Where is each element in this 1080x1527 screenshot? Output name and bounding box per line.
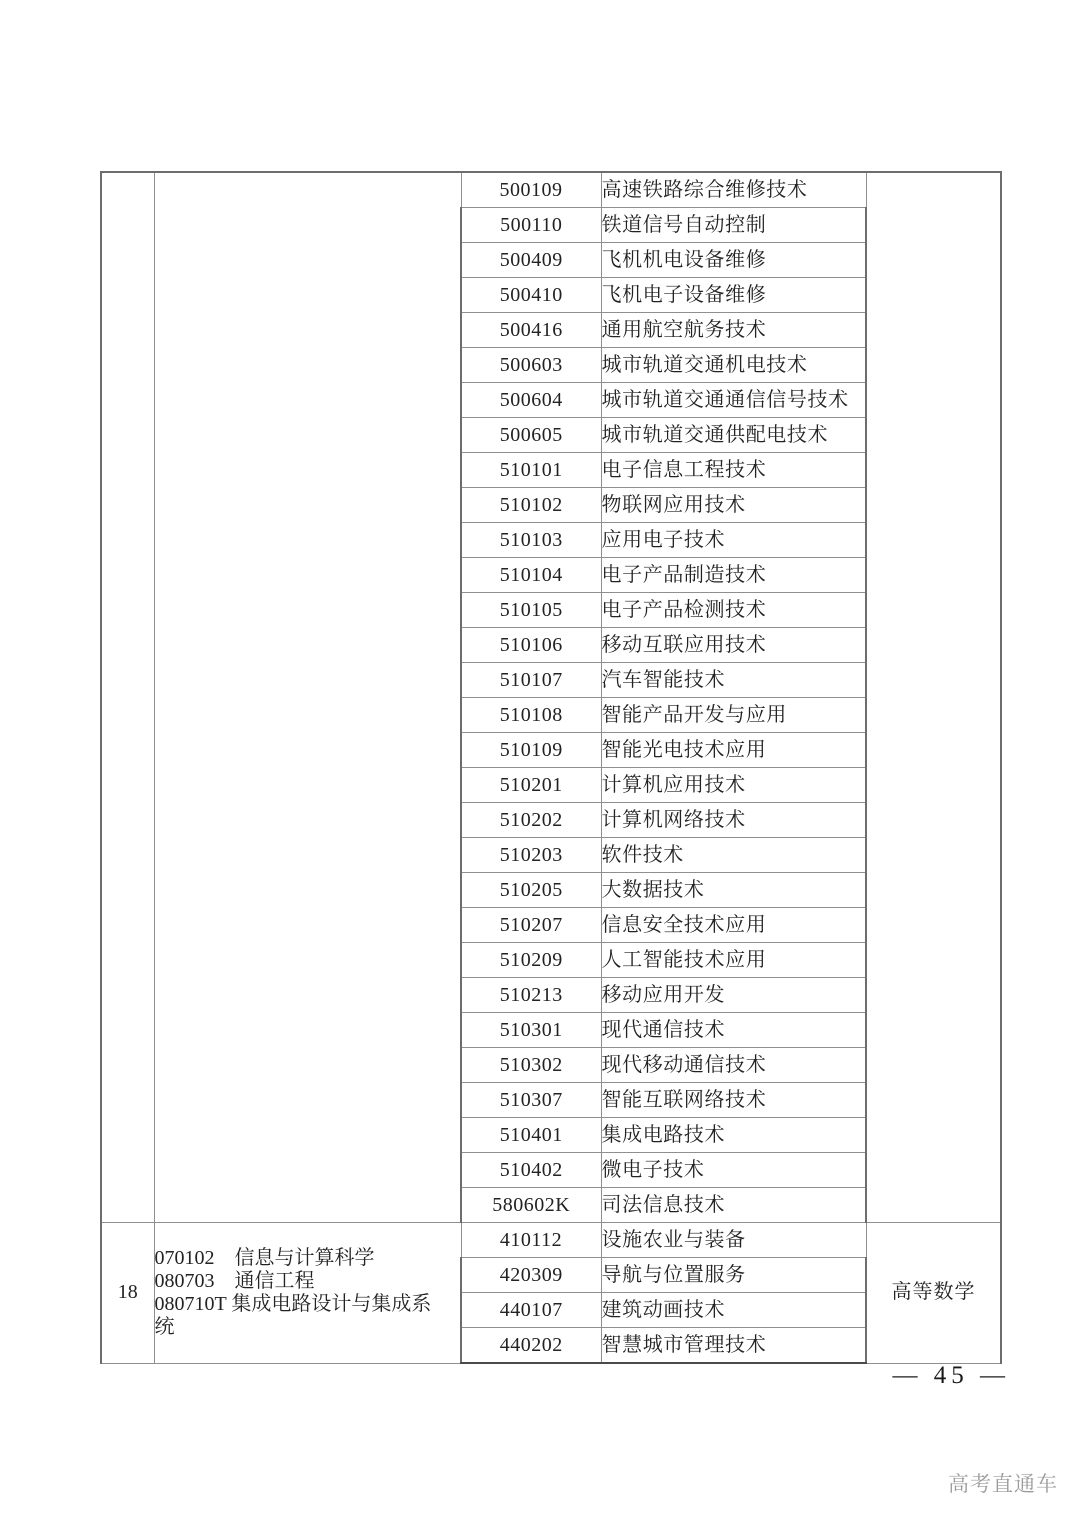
group-index-cell — [101, 172, 154, 1223]
major-name-cell: 城市轨道交通通信信号技术 — [601, 383, 866, 418]
major-code-cell: 500109 — [461, 172, 601, 208]
major-name-cell: 电子信息工程技术 — [601, 453, 866, 488]
major-name-cell: 移动应用开发 — [601, 978, 866, 1013]
major-name-cell: 现代通信技术 — [601, 1013, 866, 1048]
major-name-cell: 汽车智能技术 — [601, 663, 866, 698]
major-name-cell: 智能光电技术应用 — [601, 733, 866, 768]
major-name-cell: 铁道信号自动控制 — [601, 208, 866, 243]
major-name-cell: 现代移动通信技术 — [601, 1048, 866, 1083]
table-row — [101, 172, 1001, 208]
exam-subject-cell: 高等数学 — [866, 1223, 1001, 1364]
major-code-cell: 510102 — [461, 488, 601, 523]
major-name-cell: 计算机网络技术 — [601, 803, 866, 838]
major-code-cell: 510105 — [461, 593, 601, 628]
major-name-cell: 建筑动画技术 — [601, 1293, 866, 1328]
group-index-cell: 18 — [101, 1223, 154, 1364]
major-code-cell: 510106 — [461, 628, 601, 663]
major-name-cell: 高速铁路综合维修技术 — [601, 172, 866, 208]
major-name-cell: 通用航空航务技术 — [601, 313, 866, 348]
major-code-cell: 510205 — [461, 873, 601, 908]
major-code-cell: 510301 — [461, 1013, 601, 1048]
major-code-cell: 510203 — [461, 838, 601, 873]
major-code-cell: 510104 — [461, 558, 601, 593]
major-code-cell: 510209 — [461, 943, 601, 978]
major-name-cell: 飞机电子设备维修 — [601, 278, 866, 313]
undergraduate-majors-cell — [154, 172, 461, 1223]
major-code-cell: 580602K — [461, 1188, 601, 1223]
major-code-cell: 510302 — [461, 1048, 601, 1083]
exam-subject-cell — [866, 172, 1001, 1223]
major-name-cell: 司法信息技术 — [601, 1188, 866, 1223]
major-name-cell: 电子产品制造技术 — [601, 558, 866, 593]
major-code-cell: 500409 — [461, 243, 601, 278]
major-code-cell: 510107 — [461, 663, 601, 698]
watermark-label: 高考直通车 — [948, 1473, 1058, 1496]
major-name-cell: 软件技术 — [601, 838, 866, 873]
major-code-cell: 510101 — [461, 453, 601, 488]
major-name-cell: 导航与位置服务 — [601, 1258, 866, 1293]
major-code-cell: 500604 — [461, 383, 601, 418]
undergraduate-major-line: 统 — [154, 1315, 175, 1338]
page-number: — 45 — — [892, 1362, 1010, 1389]
major-code-cell: 500605 — [461, 418, 601, 453]
major-code-cell: 420309 — [461, 1258, 601, 1293]
major-name-cell: 智慧城市管理技术 — [601, 1328, 866, 1364]
major-name-cell: 移动互联应用技术 — [601, 628, 866, 663]
major-name-cell: 信息安全技术应用 — [601, 908, 866, 943]
major-code-cell: 510103 — [461, 523, 601, 558]
major-correspondence-table — [100, 171, 1002, 1364]
major-name-cell: 人工智能技术应用 — [601, 943, 866, 978]
major-name-cell: 物联网应用技术 — [601, 488, 866, 523]
major-name-cell: 城市轨道交通机电技术 — [601, 348, 866, 383]
undergraduate-major-line: 080710T 集成电路设计与集成系 — [154, 1292, 432, 1315]
major-code-cell: 510401 — [461, 1118, 601, 1153]
major-code-cell: 510213 — [461, 978, 601, 1013]
major-code-cell: 510402 — [461, 1153, 601, 1188]
major-code-cell: 500603 — [461, 348, 601, 383]
major-code-cell: 510207 — [461, 908, 601, 943]
major-code-cell: 500416 — [461, 313, 601, 348]
major-name-cell: 应用电子技术 — [601, 523, 866, 558]
major-code-cell: 410112 — [461, 1223, 601, 1258]
major-name-cell: 集成电路技术 — [601, 1118, 866, 1153]
undergraduate-major-line: 080703 通信工程 — [154, 1269, 315, 1292]
major-name-cell: 设施农业与装备 — [601, 1223, 866, 1258]
major-code-cell: 510201 — [461, 768, 601, 803]
major-code-cell: 500410 — [461, 278, 601, 313]
major-name-cell: 智能互联网络技术 — [601, 1083, 866, 1118]
major-name-cell: 城市轨道交通供配电技术 — [601, 418, 866, 453]
major-code-cell: 510307 — [461, 1083, 601, 1118]
major-code-cell: 510108 — [461, 698, 601, 733]
undergraduate-majors-cell — [154, 1223, 461, 1364]
major-code-cell: 440107 — [461, 1293, 601, 1328]
major-name-cell: 飞机机电设备维修 — [601, 243, 866, 278]
major-code-cell: 440202 — [461, 1328, 601, 1364]
major-name-cell: 智能产品开发与应用 — [601, 698, 866, 733]
major-name-cell: 大数据技术 — [601, 873, 866, 908]
table-row — [101, 1223, 1001, 1258]
major-name-cell: 计算机应用技术 — [601, 768, 866, 803]
major-name-cell: 微电子技术 — [601, 1153, 866, 1188]
major-code-cell: 500110 — [461, 208, 601, 243]
major-code-cell: 510202 — [461, 803, 601, 838]
major-name-cell: 电子产品检测技术 — [601, 593, 866, 628]
undergraduate-major-line: 070102 信息与计算科学 — [154, 1246, 375, 1269]
major-code-cell: 510109 — [461, 733, 601, 768]
